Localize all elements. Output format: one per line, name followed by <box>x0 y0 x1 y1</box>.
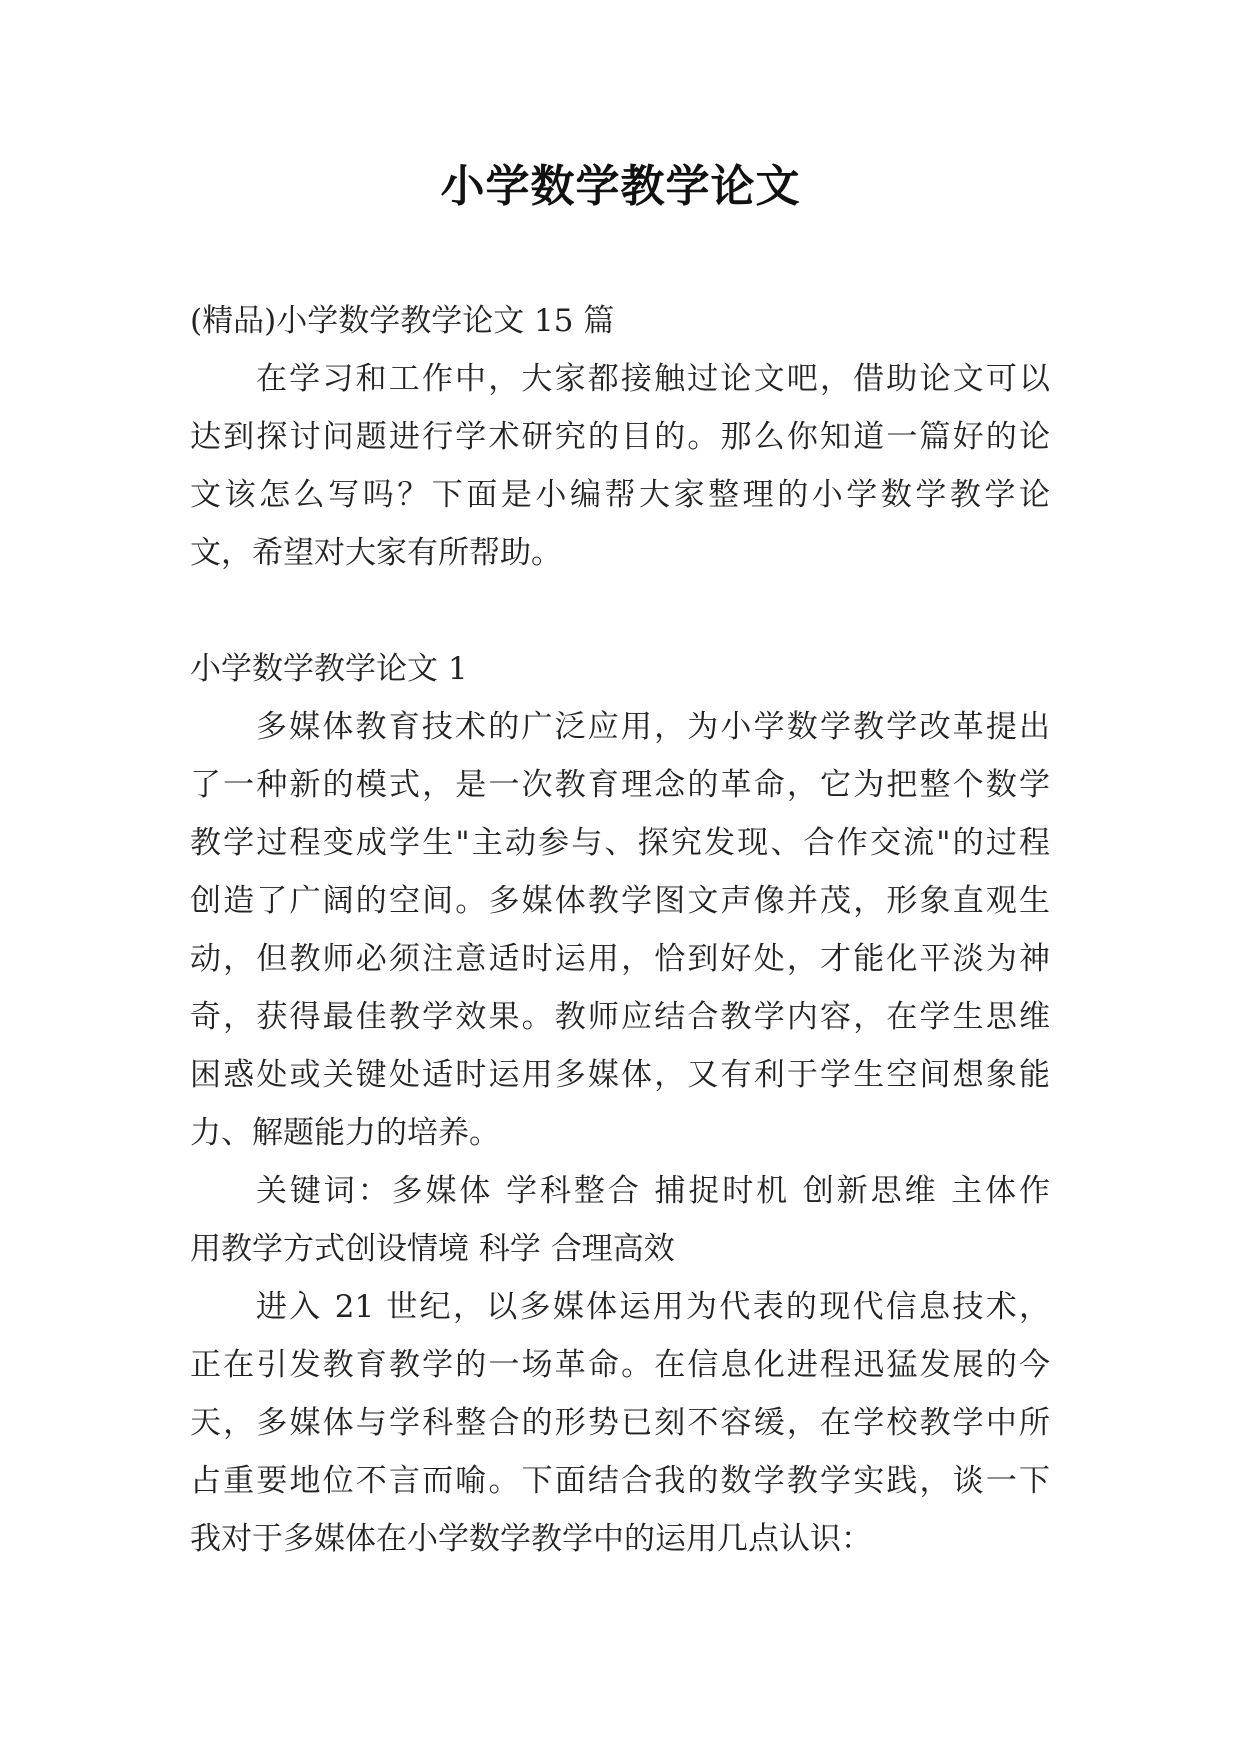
intro-line: 达到探讨问题进行学术研究的目的。那么你知道一篇好的论 <box>190 419 1050 455</box>
paragraph-line: 教学过程变成学生"主动参与、探究发现、合作交流"的过程 <box>190 825 1050 861</box>
document-subtitle: (精品)小学数学教学论文 15 篇 <box>190 303 615 339</box>
paragraph-line: 正在引发教育教学的一场革命。在信息化进程迅猛发展的今 <box>190 1347 1050 1383</box>
paragraph-line: 占重要地位不言而喻。下面结合我的数学教学实践，谈一下 <box>190 1463 1050 1499</box>
paragraph-line: 我对于多媒体在小学数学教学中的运用几点认识： <box>190 1521 872 1557</box>
paragraph-line: 奇，获得最佳教学效果。教师应结合教学内容，在学生思维 <box>190 999 1050 1035</box>
keywords-line: 用教学方式创设情境 科学 合理高效 <box>190 1231 675 1267</box>
intro-line: 文，希望对大家有所帮助。 <box>190 535 562 571</box>
document-body <box>190 292 1050 1568</box>
paragraph-line: 了一种新的模式，是一次教育理念的革命，它为把整个数学 <box>190 767 1050 803</box>
keywords-line: 关键词：多媒体 学科整合 捕捉时机 创新思维 主体作 <box>256 1173 1050 1209</box>
section-heading: 小学数学教学论文 1 <box>190 651 468 687</box>
paragraph-line: 天，多媒体与学科整合的形势已刻不容缓，在学校教学中所 <box>190 1405 1050 1441</box>
document-title: 小学数学教学论文 <box>440 161 801 212</box>
intro-line: 文该怎么写吗？下面是小编帮大家整理的小学数学教学论 <box>190 477 1050 513</box>
paragraph-line: 多媒体教育技术的广泛应用，为小学数学教学改革提出 <box>256 709 1050 745</box>
paragraph-line: 创造了广阔的空间。多媒体教学图文声像并茂，形象直观生 <box>190 883 1050 919</box>
paragraph-line: 动，但教师必须注意适时运用，恰到好处，才能化平淡为神 <box>190 941 1050 977</box>
paragraph-gap <box>190 582 1050 640</box>
intro-line: 在学习和工作中，大家都接触过论文吧，借助论文可以 <box>256 361 1050 397</box>
paragraph-line: 力、解题能力的培养。 <box>190 1115 500 1151</box>
paragraph-line: 困惑处或关键处适时运用多媒体，又有利于学生空间想象能 <box>190 1057 1050 1093</box>
paragraph-line: 进入 21 世纪，以多媒体运用为代表的现代信息技术， <box>256 1289 1050 1325</box>
